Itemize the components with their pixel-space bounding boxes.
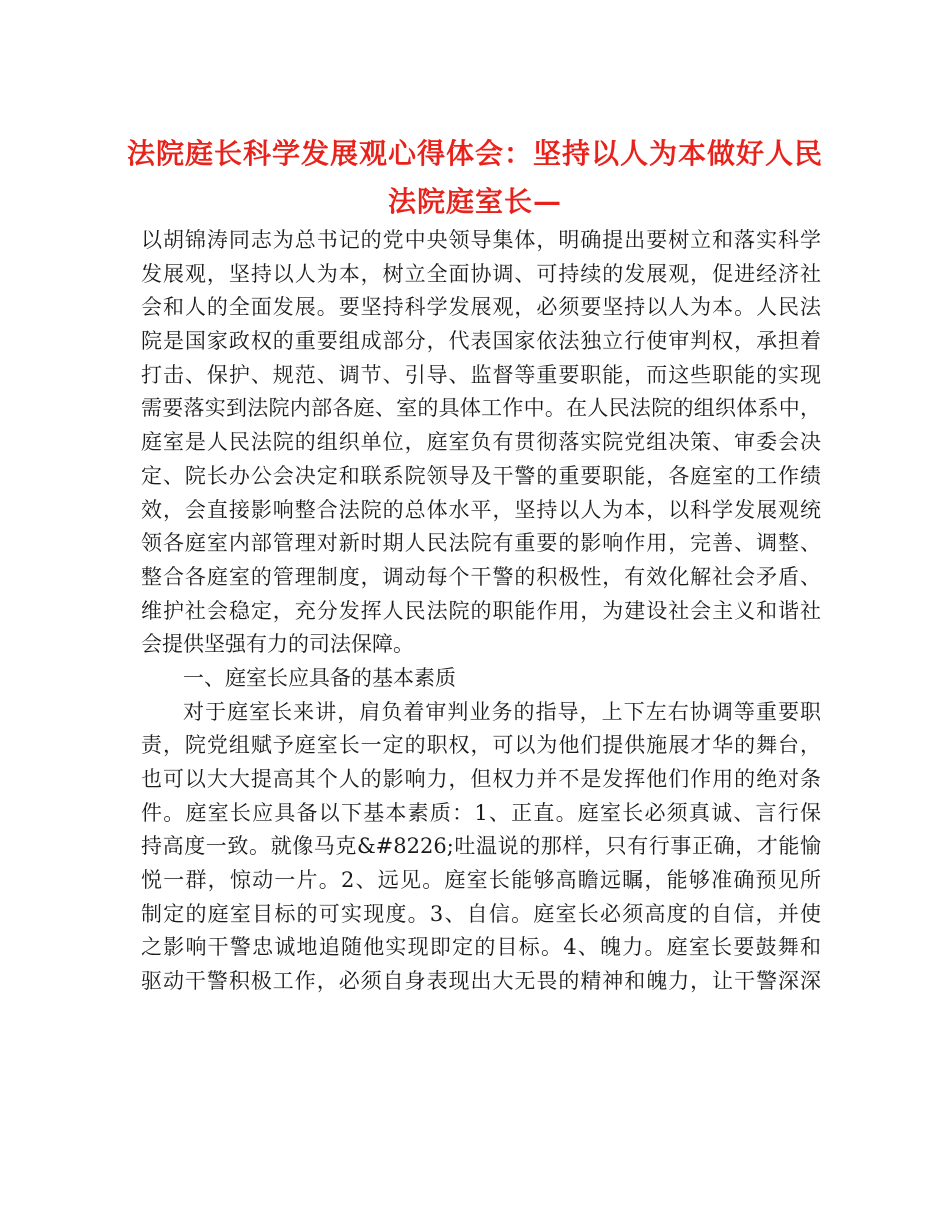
paragraph-2-line: 驱动干警积极工作，必须自身表现出大无畏的精神和魄力，让干警深深 <box>141 969 821 994</box>
document-title-line-2: 法院庭室长— <box>387 185 562 218</box>
paragraph-1-line: 打击、保护、规范、调节、引导、监督等重要职能，而这些职能的实现 <box>141 362 821 387</box>
paragraph-1-line: 会和人的全面发展。要坚持科学发展观，必须要坚持以人为本。人民法 <box>141 295 821 320</box>
paragraph-1-line: 需要落实到法院内部各庭、室的具体工作中。在人民法院的组织体系中， <box>141 396 821 421</box>
paragraph-2-line: 制定的庭室目标的可实现度。3、自信。庭室长必须高度的自信，并使 <box>141 901 821 926</box>
section-1-heading: 一、庭室长应具备的基本素质 <box>183 665 456 690</box>
paragraph-2-line: 之影响干警忠诚地追随他实现即定的目标。4、魄力。庭室长要鼓舞和 <box>141 935 821 960</box>
paragraph-2-line: 责，院党组赋予庭室长一定的职权，可以为他们提供施展才华的舞台， <box>141 733 821 758</box>
paragraph-1-line: 领各庭室内部管理对新时期人民法院有重要的影响作用，完善、调整、 <box>141 531 821 556</box>
paragraph-2-line: 对于庭室长来讲，肩负着审判业务的指导，上下左右协调等重要职 <box>183 699 821 724</box>
document-body <box>141 224 821 999</box>
paragraph-1-line: 以胡锦涛同志为总书记的党中央领导集体，明确提出要树立和落实科学 <box>141 228 821 252</box>
paragraph-1-line: 庭室是人民法院的组织单位，庭室负有贯彻落实院党组决策、审委会决 <box>141 430 821 455</box>
paragraph-2-line: 持高度一致。就像马克&#8226;吐温说的那样，只有行事正确，才能愉 <box>141 834 821 859</box>
paragraph-1-line: 整合各庭室的管理制度，调动每个干警的积极性，有效化解社会矛盾、 <box>141 564 821 589</box>
paragraph-2-line: 悦一群，惊动一片。2、远见。庭室长能够高瞻远瞩，能够准确预见所 <box>141 868 821 893</box>
paragraph-2-line: 件。庭室长应具备以下基本素质：1、正直。庭室长必须真诚、言行保 <box>141 800 821 825</box>
paragraph-1-line: 会提供坚强有力的司法保障。 <box>141 632 414 657</box>
paragraph-2-line: 也可以大大提高其个人的影响力，但权力并不是发挥他们作用的绝对条 <box>141 767 821 791</box>
paragraph-1-line: 维护社会稳定，充分发挥人民法院的职能作用，为建设社会主义和谐社 <box>141 598 821 623</box>
paragraph-1-line: 效，会直接影响整合法院的总体水平，坚持以人为本，以科学发展观统 <box>141 497 821 522</box>
paragraph-1-line: 院是国家政权的重要组成部分，代表国家依法独立行使审判权，承担着 <box>141 329 821 354</box>
paragraph-1-line: 发展观，坚持以人为本，树立全面协调、可持续的发展观，促进经济社 <box>141 261 821 286</box>
paragraph-1-line: 定、院长办公会决定和联系院领导及干警的重要职能，各庭室的工作绩 <box>141 463 821 488</box>
document-title-line-1: 法院庭长科学发展观心得体会：坚持以人为本做好人民 <box>126 137 823 170</box>
